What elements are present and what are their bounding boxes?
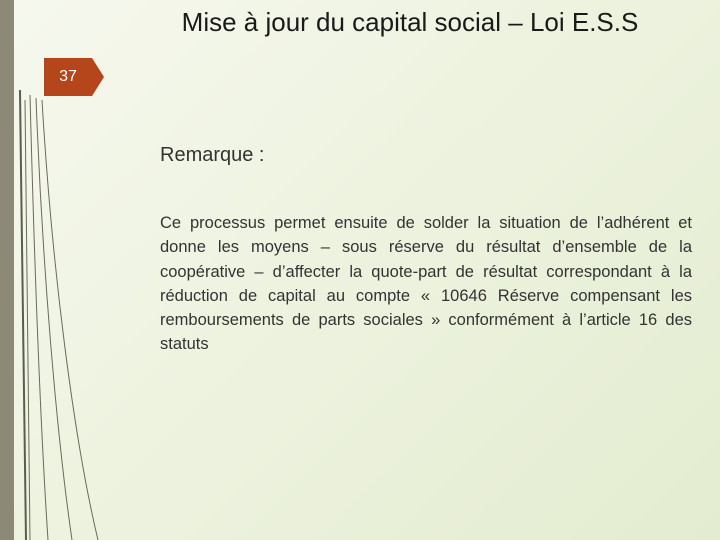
page-number: 37 <box>59 68 77 85</box>
slide-title: Mise à jour du capital social – Loi E.S.S <box>181 7 639 37</box>
body-paragraph: Ce processus permet ensuite de solder la situation de l’adhérent et donne les moyens – sous réserve du résultat d’ensemble de la coopérative – d’affecter la quote-part de résultat correspondant à la réduction de capital au compte « 10646 Réserve compensant les remboursements de parts sociales » conformément à l’article 16 des statuts <box>160 214 692 354</box>
remark-label: Remarque : <box>160 144 265 166</box>
page-number-tab <box>44 58 104 96</box>
